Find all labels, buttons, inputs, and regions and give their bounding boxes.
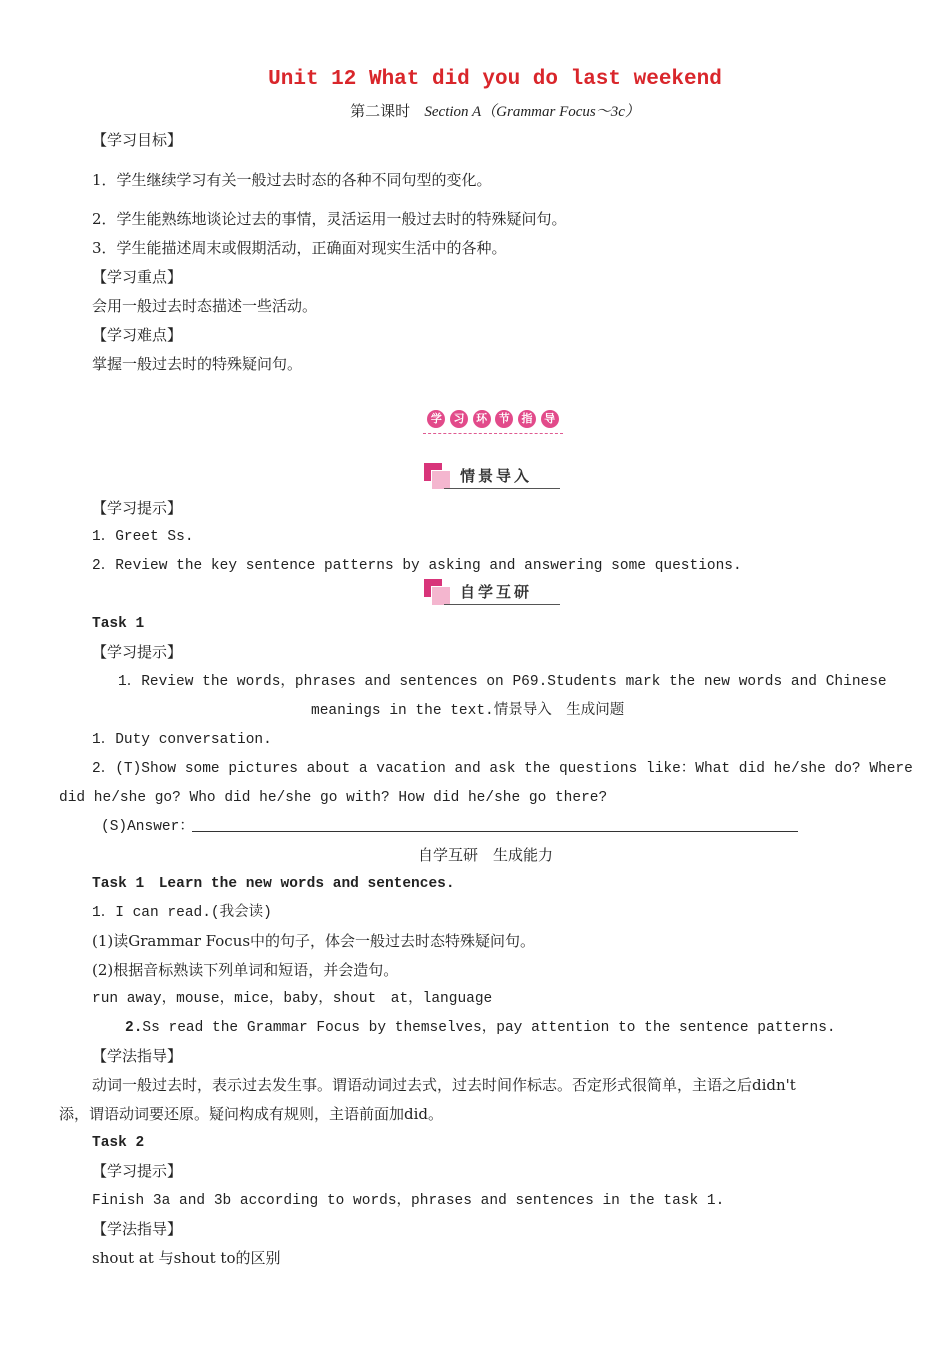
banner-char: 指 — [518, 410, 536, 428]
tip-text: meanings in the text.情景导入 生成问题 — [311, 703, 625, 719]
answer-blank[interactable] — [192, 831, 798, 832]
banner-dashed-rule — [423, 433, 563, 434]
tip-label: 【学习提示】 — [92, 643, 183, 661]
difficulties-text: 掌握一般过去时的特殊疑问句。 — [92, 355, 303, 373]
section-heading-self-study — [424, 579, 560, 605]
read-item: Ss read the Grammar Focus by themselves，pay attention to the sentence patterns. — [142, 1020, 836, 1036]
lesson-number: 第二课时 — [350, 102, 411, 120]
section-heading-scene — [424, 463, 560, 489]
key-points-text: 会用一般过去时态描述一些活动。 — [92, 297, 318, 315]
scene-item: 2．Review the key sentence patterns by asking and answering some questions. — [92, 558, 742, 574]
tip-text: 1．Review the words，phrases and sentences on P69.Students mark the new words and Chinese — [118, 674, 887, 690]
banner-char: 环 — [473, 410, 491, 428]
page-title: Unit 12 What did you do last weekend — [268, 68, 722, 91]
heading-rule — [444, 604, 560, 605]
item-number: 2. — [125, 1020, 143, 1036]
tip-label: 【学习提示】 — [92, 499, 183, 517]
difficulties-label: 【学习难点】 — [92, 326, 183, 344]
vocab-words: run away，mouse，mice，baby，shout at，language — [92, 991, 493, 1007]
read-item: 1．I can read.(我会读) — [92, 905, 272, 921]
heading-text: 自学互研 — [460, 583, 533, 601]
key-points-label: 【学习重点】 — [92, 268, 183, 286]
read-subitem: (1)读Grammar Focus中的句子，体会一般过去时态特殊疑问句。 — [92, 932, 536, 950]
task-title: Task 2 — [92, 1135, 145, 1151]
scene-item: 1．Greet Ss. — [92, 529, 194, 545]
lesson-subtitle — [0, 100, 950, 121]
read-subitem: (2)根据音标熟读下列单词和短语，并会造句。 — [92, 961, 399, 979]
banner-char: 导 — [541, 410, 559, 428]
learning-guide-banner — [423, 406, 563, 436]
objectives-label: 【学习目标】 — [92, 131, 183, 149]
method-text: shout at 与shout to的区别 — [92, 1249, 281, 1267]
banner-char: 习 — [450, 410, 468, 428]
heading-square-icon — [431, 586, 451, 606]
banner-char: 节 — [495, 410, 513, 428]
section-caption: 自学互研 生成能力 — [418, 846, 554, 864]
section-range: Section A（Grammar Focus～3c） — [424, 104, 640, 120]
task-title: Task 1 Learn the new words and sentences. — [92, 876, 455, 892]
method-text: 动词一般过去时，表示过去发生事。谓语动词过去式，过去时间作标志。否定形式很简单，主语之后didn't — [92, 1076, 796, 1094]
self-item: did he/she go? Who did he/she go with? How did he/she go there? — [59, 790, 608, 806]
tip-text: Finish 3a and 3b according to words，phrases and sentences in the task 1. — [92, 1193, 725, 1209]
method-label: 【学法指导】 — [92, 1047, 183, 1065]
method-text: 添，谓语动词要还原。疑问构成有规则，主语前面加did。 — [59, 1105, 444, 1123]
heading-square-icon — [431, 470, 451, 490]
tip-label: 【学习提示】 — [92, 1162, 183, 1180]
objective-item: 3．学生能描述周末或假期活动，正确面对现实生活中的各种。 — [92, 239, 507, 257]
method-label: 【学法指导】 — [92, 1220, 183, 1238]
heading-rule — [444, 488, 560, 489]
task-title: Task 1 — [92, 616, 145, 632]
answer-label: (S)Answer： — [101, 819, 194, 835]
objective-item: 1．学生继续学习有关一般过去时态的各种不同句型的变化。 — [92, 171, 492, 189]
banner-char: 学 — [427, 410, 445, 428]
objective-item: 2．学生能熟练地谈论过去的事情，灵活运用一般过去时的特殊疑问句。 — [92, 210, 567, 228]
self-item: 2．(T)Show some pictures about a vacation and ask the questions like：What did he/she do? Where — [92, 761, 913, 777]
heading-text: 情景导入 — [460, 467, 533, 485]
self-item: 1．Duty conversation. — [92, 732, 272, 748]
